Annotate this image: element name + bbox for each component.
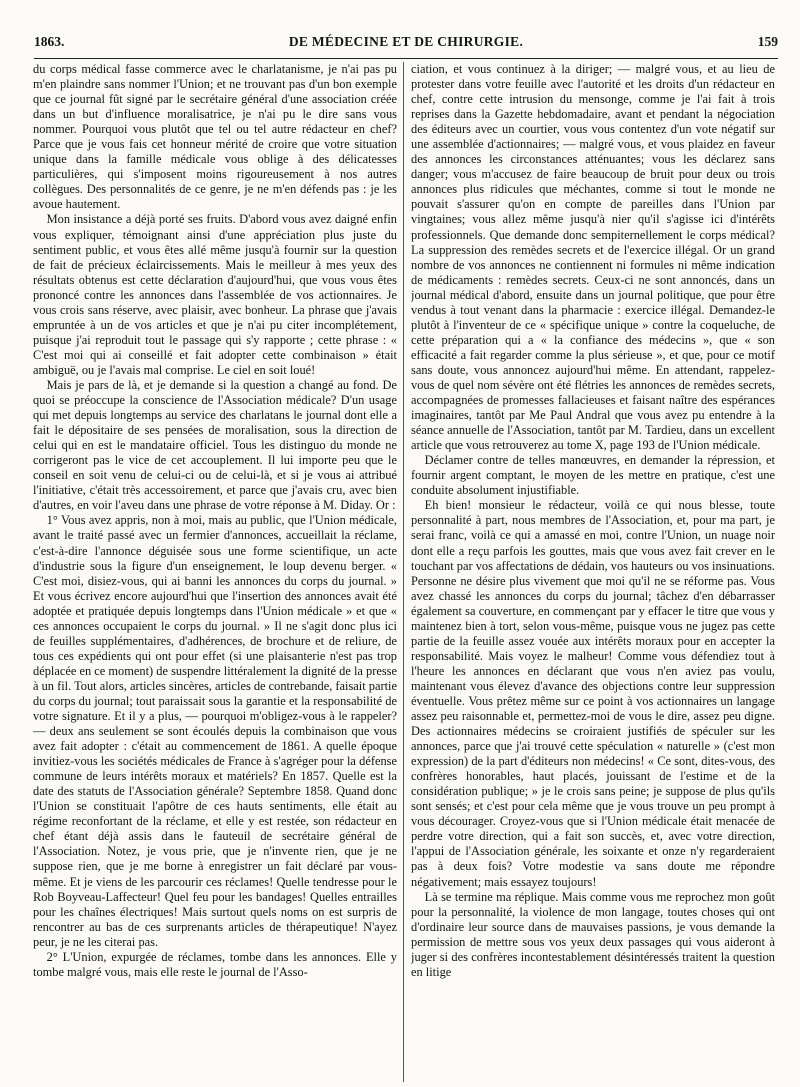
paragraph: 1° Vous avez appris, non à moi, mais au public, que l'Union médicale, avant le traité passé avec un fermier d'annonces, accueillait la réclame, c'est-à-dire l'annonce déguisée sous une forme scientifique, un acte d'industrie sous la figure d'un enseignement, le loup devenu berger. « C'est moi, disiez-vous, qui ai banni les annonces du corps du journal. » Et vous écrivez encore aujourd'hui que l'insertion des annonces avait été adoptée et pratiquée depuis longtemps dans l'Union médicale » et que « ces annonces occupaient le corps du journal. » Il ne s'agit donc plus ici de feuilles supplémentaires, d'adhérences, de brochure et de reliure, de tous ces expédients qui ont pour effet (si une plaisanterie n'est pas trop déplacée en ce moment) de suspendre littéralement la dignité de la presse à un fil. Tout alors, articles sincères, articles de contrebande, faisait partie du corps du journal; tout paraissait sous la garantie et la responsabilité de votre signature. Et il y a plus, — pourquoi m'obligez-vous à le rappeler? — deux ans seulement se sont écoulés depuis la combinaison que vous avez fait adopter : c'était au commencement de 1861. A quelle époque invitiez-vous les sociétés médicales de France à s'agréger pour la défense commune de leurs intérêts moraux et matériels? En 1857. Quelle est la date des statuts de l'Association générale? Septembre 1858. Quand donc l'Union se constituait l'apôtre de ces hauts sentiments, elle était au régime reconfortant de la réclame, et elle y est restée, son rédacteur en chef étant déjà assis dans le fauteuil de secrétaire général de l'Association. Notez, je vous prie, que je n'invente rien, que je ne suppose rien, que je me borne à enregistrer un fait déclaré par vous-même. Et je viens de les parcourir ces réclames! Quelle tendresse pour le Rob Boyveau-Laffecteur! Quel feu pour les bandages! Quelles entrailles pour les chaînes électriques! Mais surtout quels noms on est surpris de rencontrer au bas de ces surprenants articles de thérapeutique! N'ayez peur, je ne les citerai pas. xyxy=(33,513,397,949)
right-column xyxy=(411,62,775,1082)
left-column xyxy=(33,62,397,1082)
paragraph: du corps médical fasse commerce avec le charlatanisme, je n'ai pas pu m'en plaindre sans nommer l'Union; et ne trouvant pas d'un bon exemple que ce journal fût signé par le secrétaire général d'une association créée dans un but d'influence moralisatrice, je n'ai pu le dire sans vous nommer. Pourquoi vous plutôt que tel ou tel autre rédacteur en chef? Parce que je vous fais cet honneur mérité de croire que votre situation unique dans la famille médicale vous oblige à des délicatesses particulières, qui s'imposent moins rigoureusement à nos autres collègues. Des personnalités de ce genre, je ne m'en défends pas : je les avoue hautement. xyxy=(33,62,397,212)
paragraph: Là se termine ma réplique. Mais comme vous me reprochez mon goût pour la personnalité, la violence de mon langage, toutes choses qui ont d'ordinaire leur source dans de mauvaises passions, je vous demande la permission de mettre sous vos yeux deux passages qui vous aideront à juger si des confrères incontestablement désintéressés traitent la question en litige xyxy=(411,889,775,979)
paragraph: Déclamer contre de telles manœuvres, en demander la répression, et fournir argent comptant, le moyen de les mettre en pratique, c'est une conduite absolument injustifiable. xyxy=(411,453,775,498)
header-title: DE MÉDECINE ET DE CHIRURGIE. xyxy=(288,34,524,49)
header-year: 1863. xyxy=(34,34,65,49)
page-number: 159 xyxy=(757,34,778,49)
column-divider xyxy=(403,62,404,1082)
paragraph: 2° L'Union, expurgée de réclames, tombe dans les annonces. Elle y tombe malgré vous, mais elle reste le journal de l'Asso- xyxy=(33,949,397,979)
paragraph: ciation, et vous continuez à la diriger; — malgré vous, et au lieu de protester dans votre feuille avec l'autorité et les droits d'un rédacteur en chef, contre cette intrusion du mensonge, comme je l'ai fait à trois reprises dans la Gazette hebdomadaire, avant et pendant la négociation des éditeurs avec un courtier, vous vous contentez d'un vote négatif sur une assemblée d'actionnaires; — malgré vous, et vous plaidez en faveur des annonces les circonstances atténuantes; vous les déclarez sans danger; vous m'accusez de faire beaucoup de bruit pour deux ou trois annonces plus ridicules que méchantes, comme si tout le monde ne pouvait s'assurer qu'on en compte de pareilles dans l'Union par vingtaines; vous allez même jusqu'à nier qu'il s'agisse ici d'intérêts professionnels. Que demande donc sempiternellement le corps médical? La suppression des remèdes secrets et de l'exercice illégal. Or un grand nombre de vos annonces ne contiennent ni formules ni même indication de médicaments : remèdes secrets. Ceux-ci ne sont annoncés, dans un journal médical d'abord, ensuite dans un journal politique, que pour être vendus à tout venant dans la pharmacie : exercice illégal. Demandez-le plutôt à l'inventeur de ce « spécifique unique » contre la coqueluche, de cette préparation qui a « la confiance des médecins », que « son efficacité a fait regarder comme la plus sérieuse », et que, pour ce motif sans doute, vous annoncez aujourd'hui même. En attendant, rappelez-vous de quel nom sévère ont été flétries les annonces de remèdes secrets, accompagnées de promesses fallacieuses et faisant naître des espérances imaginaires, tantôt par Me Paul Andral que vous avez pu entendre à la séance annuelle de l'Association, tantôt par M. Tardieu, dans un excellent article que vous retrouverez au tome X, page 193 de l'Union médicale. xyxy=(411,62,775,453)
paragraph: Mon insistance a déjà porté ses fruits. D'abord vous avez daigné enfin vous expliquer, témoignant ainsi d'une appréciation plus juste du sentiment public, et vous êtes allé même jusqu'à fournir sur la question de fait de précieux éclaircissements. Mais le meilleur à mes yeux des résultats obtenus est cette déclaration d'aujourd'hui, que vous vous êtes prononcé contre les annonces dans l'assemblée de vos actionnaires. Je vous crois sans réserve, avec plaisir, avec bonheur. La phrase que j'avais empruntée à un de vos articles et que je n'ai pu citer incomplétement, puisque j'ai reproduit tout le passage qui s'y rapporte ; cette phrase : « C'est moi qui ai conseillé et fait adopter cette combinaison » était ambiguë, ou je l'avais mal comprise. Le ciel en soit loué! xyxy=(33,212,397,377)
paragraph: Eh bien! monsieur le rédacteur, voilà ce qui nous blesse, toute personnalité à part, nous membres de l'Association, et, pour ma part, je serai franc, voilà ce qui a amassé en moi, contre l'Union, un nuage noir dont elle a reçu parfois les gouttes, mais que vous avez fait crever en le touchant par vos affectations de dédain, vos hauteurs ou vos insinuations. Personne ne désire plus vivement que moi qu'il ne se réforme pas. Vous avez chassé les annonces du corps du journal; tâchez d'en débarrasser également sa couverture, en commençant par y effacer le titre que vous y maintenez bien à tort, selon vous-même, puisque vous ne jugez pas cette partie de la feuille assez vouée aux intérêts moraux pour en accepter la responsabilité. Mais voyez le malheur! Comme vous défendiez tout à l'heure les annonces en déclarant que vous n'en aviez pas voulu, maintenant vous élevez d'avance des objections contre leur suppression éventuelle. Vous prêtez même sur ce point à vos actionnaires un langage assez peu raisonnable et, permettez-moi de vous le dire, assez peu digne. Des actionnaires médecins se croiraient justifiés de spéculer sur les annonces, parce que j'ai trouvé cette spéculation « naturelle » (c'est mon expression) de la part d'éditeurs non médecins! « Ce sont, dites-vous, des confrères honorables, haut placés, jouissant de l'estime et de la considération publique; » je le crois sans peine; je suppose de plus qu'ils sont sensés; et c'est pour cela même que je vous trouve un peu prompt à vous décourager. Croyez-vous que si l'Union médicale était menacée de perdre votre direction, qui a fait son succès, et, avec votre direction, l'appui de l'Association générale, les soixante et onze n'y regarderaient pas à deux fois? Votre modestie va sans doute me répondre négativement; mais essayez toujours! xyxy=(411,498,775,889)
header-rule xyxy=(34,58,778,59)
paragraph: Mais je pars de là, et je demande si la question a changé au fond. De quoi se préoccupe la conscience de l'Association médicale? D'un usage qui met depuis longtemps au service des charlatans le journal dont elle a fait le dépositaire de ses pensées de moralisation, sous la direction de celui qui en est le mandataire officiel. Tous les distinguo du monde ne corrigeront pas le vice de cet accouplement. Il lui importe peu que le conseil en soit venu de celui-ci ou de celui-là, et si je vous ai attribué l'initiative, c'était très accessoirement, et parce que j'avais cru, avec bien d'autres, en voir l'aveu dans une phrase de votre réponse à M. Diday. Or : xyxy=(33,377,397,513)
running-header xyxy=(34,34,778,56)
